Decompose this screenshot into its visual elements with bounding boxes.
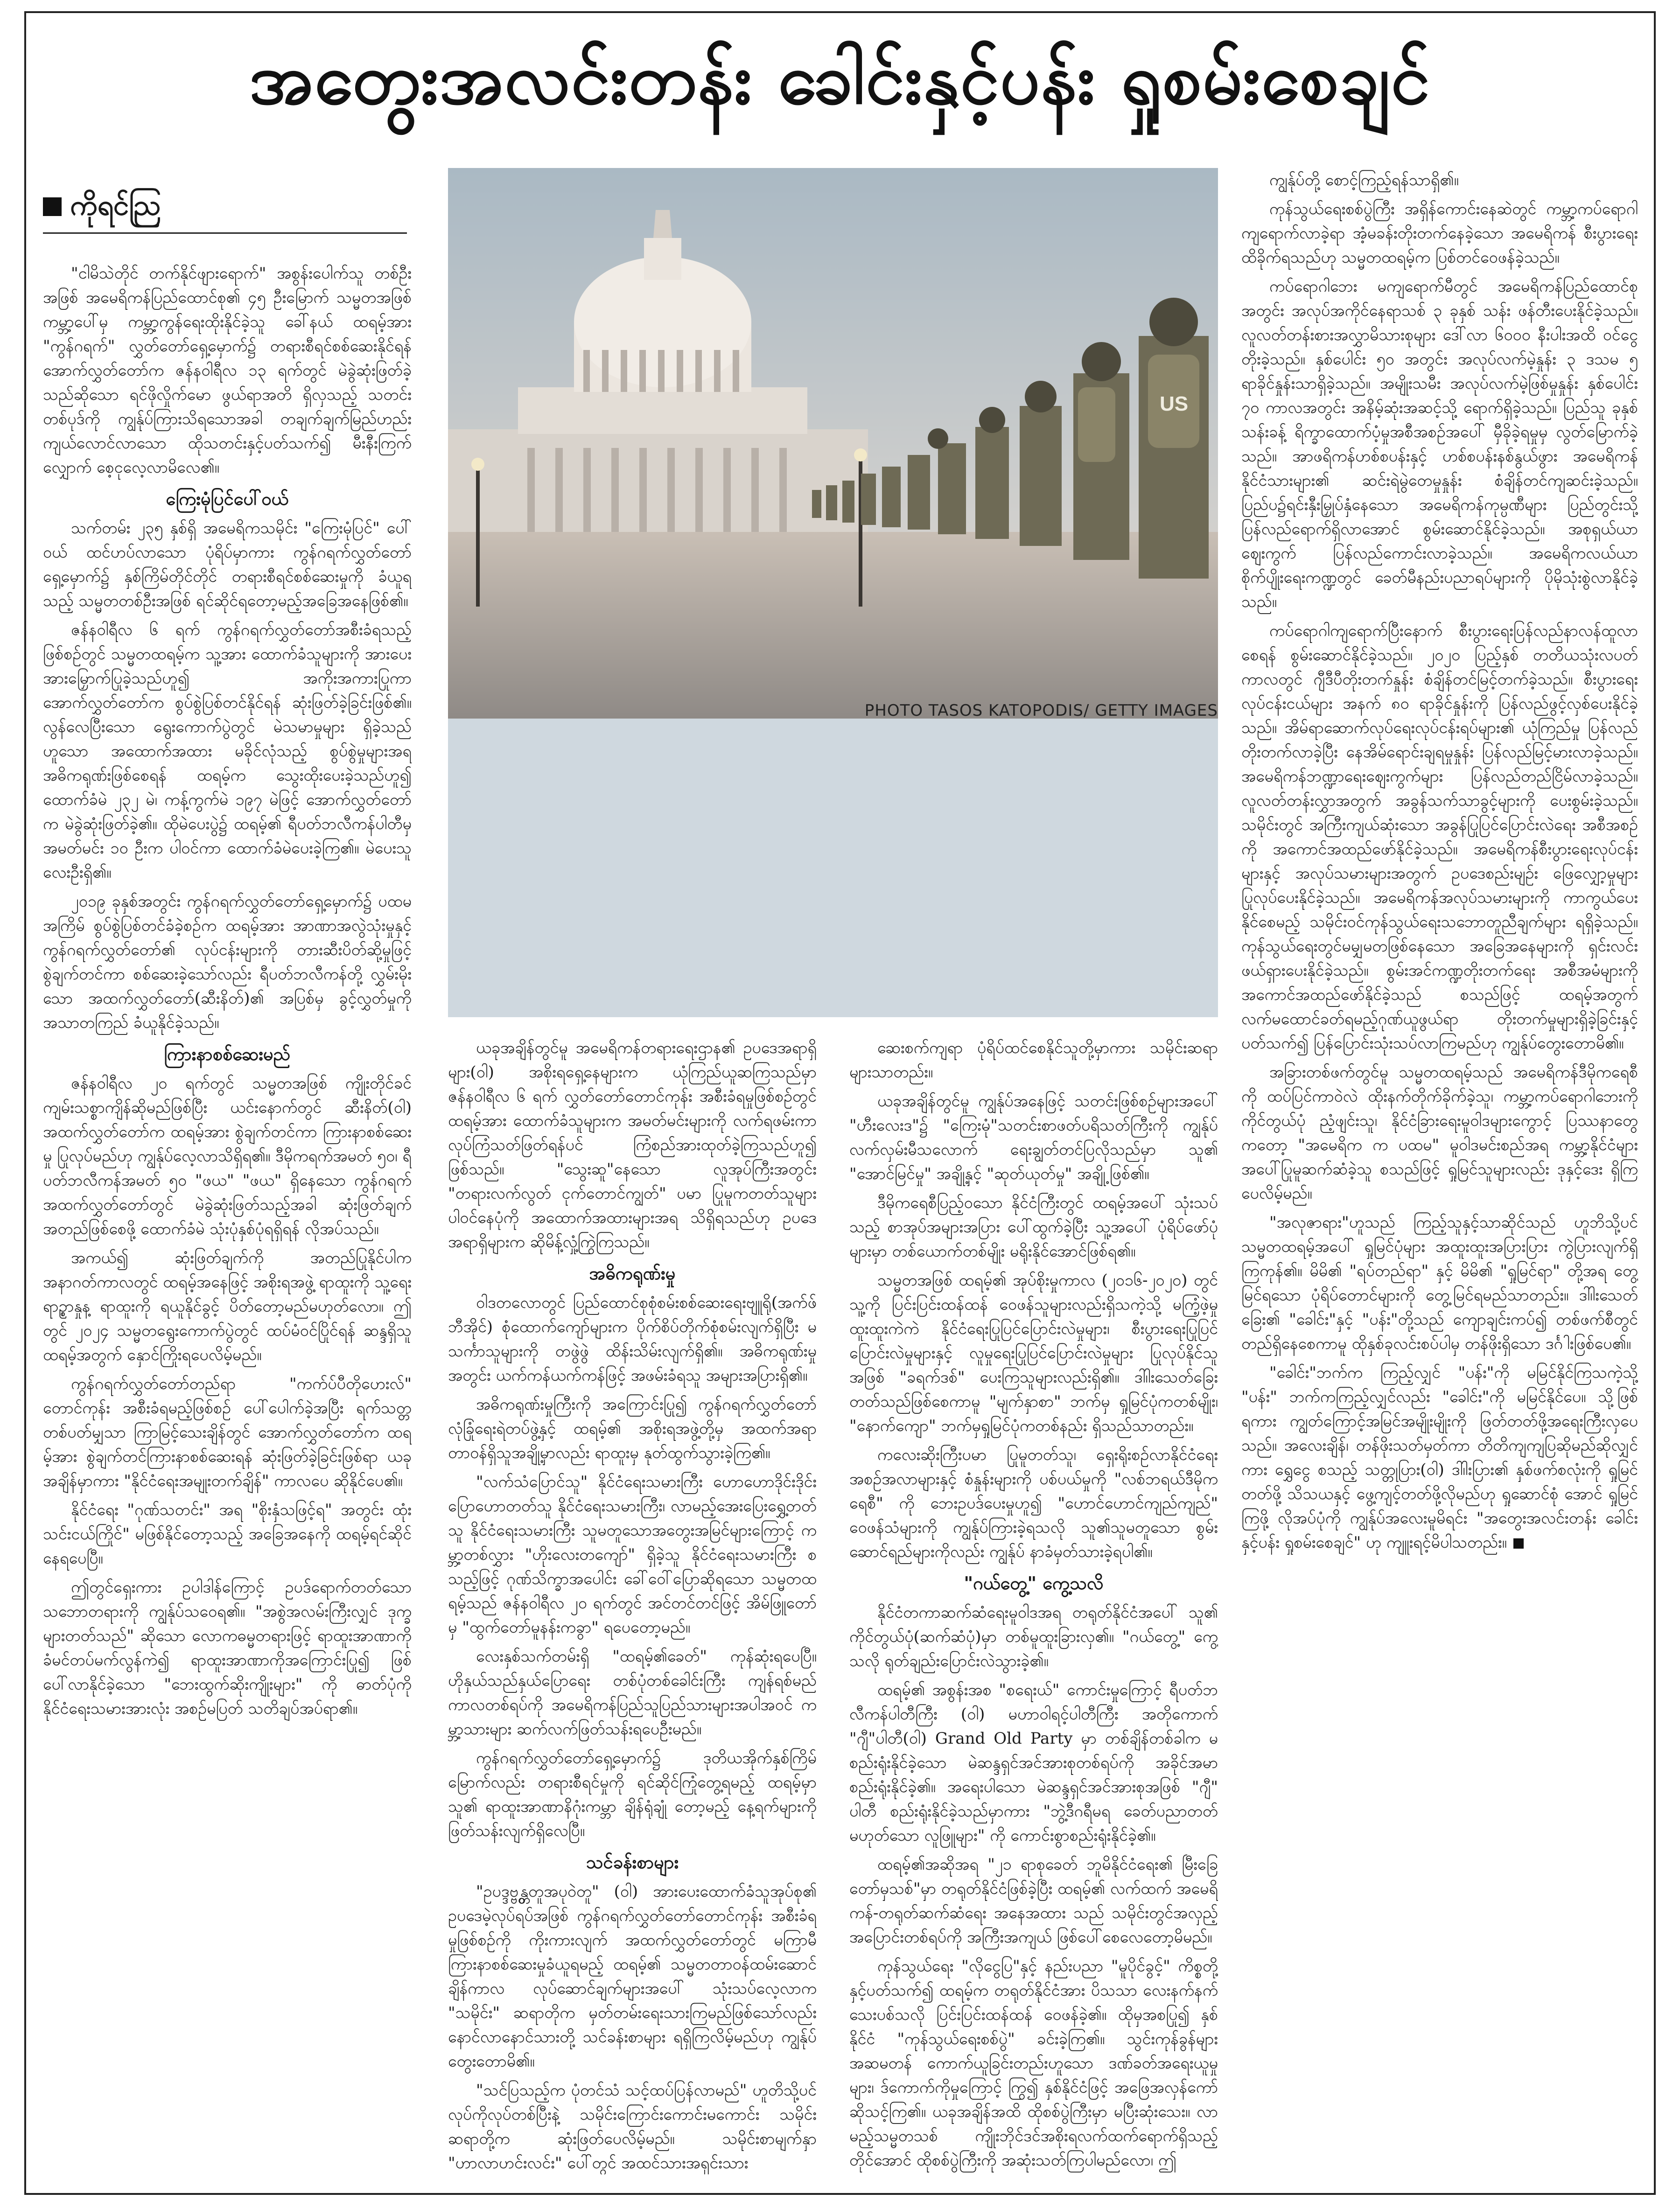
paragraph: ဤတွင်ရှေးကား ဥပါဒါန်ကြောင့် ဥပဒ်ရောက်တတ်သော သဘောတရားကို ကျွန်ုပ်သဝေရ၏။ "အစွဲအလမ်းကြီးလျှင် ဒုက္ခများတတ်သည်" ဆိုသော လောကဓမ္မတရားဖြင့် ရာထူးအာဏာကို ခံမင်တပ်မက်လွန်ကဲ၍ ရာထူးအာဏာကိုအကြောင်းပြု၍ ဖြစ်ပေါ်လာနိုင်ခဲ့သော "ဘေးထွက်ဆိုးကျိုးများ" ကို ဓာတ်ပုံကို နိုင်ငံရေးသမားအားလုံး အစဉ်မပြတ် သတိချပ်အပ်ရာ၏။	[43, 1578, 412, 1718]
section-heading: ကြားနာစစ်ဆေးမည်	[164, 1044, 291, 1064]
paragraph: ဝါဒတလောတွင် ပြည်ထောင်စုစုံစမ်းစစ်ဆေးရေးဗျူရို(အက်ဖ်ဘီအိုင်) စုံထောက်ကျော်များက ပိုက်စိပ်တိုက်စုံစမ်းလျက်ရှိပြီး မသင်္ကာသူများကို တဖွဲဖွဲ ထိန်းသိမ်းလျက်ရှိ၏။ အဓိကရုဏ်းမှုအတွင်း ယက်ကန်ယက်ကန်ဖြင့် အဖမ်းခံရသူ အများအပြားရှိ၏။	[448, 1293, 817, 1385]
paragraph: ဆေးစက်ကျရာ ပုံရိပ်ထင်စေနိုင်သူတို့မှာကား သမိုင်းဆရာများသာတည်း။	[849, 1039, 1218, 1082]
paragraph: ယခုအချိန်တွင်မူ အမေရိကန်တရားရေးဌာန၏ ဥပဒေအရာရှိများ(ဝါ) အစိုးရရှေ့နေများက ယုံကြည်ယူဆကြသည်မှာ ဇန်နဝါရီလ ၆ ရက် လွှတ်တော်တောင်ကုန်း အစီးခံရမှုဖြစ်စဉ်တွင် ထရမ့်အား ထောက်ခံသူများက အမတ်မင်းများကို လက်ရဖမ်းကာ လုပ်ကြံသတ်ဖြတ်ရန်ပင် ကြံစည်အားထုတ်ခဲ့ကြသည်ဟူ၍ ဖြစ်သည်။ "သွေးဆူ"နေသော လူအုပ်ကြီးအတွင်း "တရားလက်လွတ် ငုက်တောင်ကျွတ်" ပမာ ပြုမူကတတ်သူများ ပါဝင်နေပုံကို အထောက်အထားများအရ သိရှိရသည်ဟု ဥပဒေအရာရှိများက ဆိုမိန့်လှုံ့ကြွဲကြသည်။	[448, 1039, 817, 1251]
paragraph: "ခေါင်း"ဘက်က ကြည့်လျှင် "ပန်း"ကို မမြင်နိုင်ကြသကဲ့သို့ "ပန်း" ဘက်ကကြည့်လျှင်လည်း "ခေါင်း"ကို မမြင်နိုင်ပေ။ သို့ဖြစ်ရကား ကျွတ်ကြောင့်အမြင်အမျိုးမျိုးကို ဖြတ်တတ်ဖို့အရေးကြီးလှပေသည်။ အလေးချိန်၊ တန်ဖိုးသတ်မှတ်ကာ တိတိကျကျပြဆိုမည်ဆိုလျှင်ကား ရွှေငွေ စသည့် သတ္တုပြား(ဝါ) ဒါ၊ါးပြား၏ နှစ်ဖက်စလုံးကို ရှုမြင်တတ်ဖို့ သိသယနှင့် ဖွေ့ကျင့်တတ်ဖို့လိုမည်ဟု ရှုဆောင်စုံ အောင် ရှုမြင်ကြဖို့ လိုအပ်ပုံကို ကျွန်ုပ်အလေးမူမိရင်း "အတွေးအလင်းတန်း ခေါင်းနှင့်ပန်း ရှုစမ်းစေချင်" ဟု ကျူးရင့်မိပါသတည်း။	[1241, 1363, 1638, 1552]
paragraph: ကျွန်ုပ်တို့ စောင့်ကြည့်ရန်သာရှိ၏။	[1269, 171, 1459, 189]
paragraph: နိုင်ငံတကာဆက်ဆံရေးမူဝါဒအရ တရုတ်နိုင်ငံအပေါ် သူ၏ ကိုင်တွယ်ပုံ(ဆက်ဆံပုံ)မှာ တစ်မူထူးခြားလှ၏။ "ဂယ်တွေ့" ကွေ့သလို ရုတ်ချည်းပြောင်းလဲသွားခဲ့၏။	[849, 1603, 1218, 1670]
paragraph: "အလုဇာရား"ဟူသည် ကြည့်သူနှင့်သာဆိုင်သည် ဟူဘိသို့ပင် သမ္မတထရမ့်အပေါ် ရှုမြင်ပုံများ အထူးထူးအပြားပြား ကွဲပြားလျက်ရှိကြကုန်၏။ မိမိ၏ "ရပ်တည်ရာ" နှင့် မိမိ၏ "ရှုမြင်ရာ" တို့အရ တွေ့မြင်ရသော ပုံရိပ်တောင်များကို တွေ့မြင်ရမည်သာတည်း။ ဒါ၊ါးသေတ်ခြေး၏ "ခေါင်း"နှင့် "ပန်း"တို့သည် ကျောချင်းကပ်၍ တစ်ဖက်စီတွင် တည်ရှိနေစေကာမူ ထိုနှစ်ခုလင်းစပ်ပါမှ တန်ဖိုးရှိသော ဒင်္ဂါးဖြစ်ပေ၏။	[1241, 1213, 1638, 1353]
paragraph: နိုင်ငံရေး "ဂုဏ်သတင်း" အရ "စိုးနှံသဖြင့်ရ" အတွင်း ထုံးသင်းငယ်ကြိုင်" မဖြစ်နိုင်တော့သည့် အခြေအနေကို ထရမ့်ရင်ဆိုင်နေရပေပြီ။	[43, 1501, 412, 1568]
paragraph: ကုန်သွယ်ရေးစစ်ပွဲကြီး အရှိန်ကောင်းနေဆဲတွင် ကမ္ဘာ့ကပ်ရောဂါ ကျရောက်လာခဲ့ရာ အံ့မခန်းတိုးတက်နေခဲ့သော အမေရိကန် စီးပွားရေးထိခိုက်ရသည်ဟု သမ္မတထရမ့်က ပြစ်တင်ဝေဖန်ခဲ့သည်။	[1241, 200, 1638, 267]
paragraph: ကုန်သွယ်ရေး "လိုငွေပြ"နှင့် နည်းပညာ "မူပိုင်ခွင့်" ကိစ္စတို့နှင့်ပတ်သက်၍ ထရမ့်က တရုတ်နိုင်ငံအား ပိသသာ လေးနက်နက်သေးပစ်သလို ပြင်းပြင်းထန်ထန် ဝေဖန်ခဲ့၏။ ထိုမှအစပြု၍ နှစ်နိုင်ငံ "ကုန်သွယ်ရေးစစ်ပွဲ" ခင်းခဲ့ကြ၏။ သွင်းကုန်ခွန်များ အဆမတန် ကောက်ယူခြင်းတည်းဟူသော ဒဏ်ခတ်အရေးယူမှုများ၊ ဒ်ကောက်ကိုမှုကြောင့် ကြွ၍ နှစ်နိုင်ငံဖြင့် အဖြေအလှန်ကော်ဆိုသင့်ကြ၏။ ယခုအချိန်အထိ ထိုစစ်ပွဲကြီးမှာ မပြီးဆုံးသေး။ လာမည့်သမ္မတသစ် ကျိုးဘိုင်ဒင်အစိုးရလက်ထက်ရောက်ရှိသည့်တိုင်အောင် ထိုစစ်ပွဲကြီးကို အဆုံးသတ်ကြပါမည်လော၊ ဤ	[849, 1957, 1218, 2170]
paragraph: ကပ်ရောဂါဘေး မကျရောက်မီတွင် အမေရိကန်ပြည်ထောင်စုအတွင်း အလုပ်အကိုင်နေရာသစ် ၃ ခုနှစ် သန်း ဖန်တီးပေးနိုင်ခဲ့သည်။ လူလတ်တန်းစားအလွှာမိသားစုများ ဒေါ်လာ ၆၀၀၀ နီးပါးအထိ ဝင်ငွေတိုးခဲ့သည်။ နှစ်ပေါင်း ၅၀ အတွင်း အလုပ်လက်မဲ့နှုန်း ၃ ဒသမ ၅ ရာခိုင်နှုန်းသာရှိခဲ့သည်။ အမျိုးသမီး အလုပ်လက်မဲ့ဖြစ်မှုနှုန်း နှစ်ပေါင်း ၇၀ ကာလအတွင်း အနိမ့်ဆုံးအဆင့်သို့ ရောက်ရှိခဲ့သည်။ ပြည်သူ ခုနှစ်သန်းခန့် ရိက္ခာထောက်ပံ့မှုအစီအစဉ်အပေါ် မှီခိုခဲ့ရမှုမှ လွတ်မြောက်ခဲ့သည်။ အာဖရိကန်ဟစ်စပန်းနှင့် ဟစ်စပန်းနစ်နွယ်ဖွား အမေရိကန်နိုင်ငံသားများ၏ ဆင်းရဲမွဲတေမှုနှုန်း စံချိန်တင်ကျဆင်းခဲ့သည်။ ပြည်ပ၌ရင်းနှီးမြှုပ်နှံနေသော အမေရိကန်ကုမ္ပဏီများ ပြည်တွင်းသို့ ပြန်လည်ရောက်ရှိလာအောင် စွမ်းဆောင်နိုင်ခဲ့သည်။ အစုရှယ်ယာဈေးကွက် ပြန်လည်ကောင်းလာခဲ့သည်။ အမေရိကလယ်ယာစိုက်ပျိုးရေးကဏ္ဍတွင် ခေတ်မီနည်းပညာရပ်များကို ပိုမိုသုံးစွဲလာနိုင်ခဲ့သည်။	[1241, 277, 1638, 611]
paragraph: အခြားတစ်ဖက်တွင်မူ သမ္မတထရမ့်သည် အမေရိကန်ဒီမိုကရေစီကို ထပ်ပြင်ကာဝဲလဲ ထိုးနက်တိုက်ခိုက်ခဲ့သူ၊ ကမ္ဘာ့ကပ်ရောဂါဘေးကို ကိုင်တွယ်ပုံ ညံ့ဖျင်းသူ၊ နိုင်ငံခြားရေးမူဝါဒများကွောင့် ပြဿနာတွေကတော့ "အမေရိက က ပထမ" မူဝါဒမင်းစည်အရ ကမ္ဘာ့နိုင်ငံများအပေါ်ပြုမူဆက်ဆံခဲ့သူ စသည်ဖြင့် ရှုမြင်သူများလည်း ဒုနှင့်ဒေး ရှိကြပေလိမ့်မည်။	[1241, 1063, 1638, 1203]
paragraph: ထရမ့်၏အဆိုအရ "၂၁ ရာစုခေတ် ဘူမိနိုင်ငံရေး၏ မြီးခြေတော်မှသစ်"မှာ တရုတ်နိုင်ငံဖြစ်ခဲ့ပြီး ထရမ့်၏ လက်ထက် အမေရိကန်-တရုတ်ဆက်ဆံရေး အနေအထား သည် သမိုင်းတွင်အလှည့်အပြောင်းတစ်ရပ်ကို အကြီးအကျယ် ဖြစ်ပေါ်စေလေတော့မိမည်။	[849, 1855, 1218, 1947]
paragraph: ကွန်ဂရက်လွှတ်တော်တည်ရာ "ကက်ပ်ပီတိုဟေးလ်" တောင်ကုန်း အစီးခံရမည့်ဖြစ်စဉ် ပေါ်ပေါက်ခဲ့အပြီး ရက်သတ္တတစ်ပတ်မျှသာ ကြာမြင့်သေးချိန်တွင် အောက်လွှတ်တော်က ထရမ့်အား စွဲချက်တင်ကြားနာစစ်ဆေးရန် ဆုံးဖြတ်ခဲ့ခြင်းဖြစ်ရာ ယခုအချိန်မှာကား "နိုင်ငံရေးအမျုးတက်ချိန်" ကာလပေ ဆိုနိုင်ပေ၏။	[43, 1375, 412, 1490]
paragraph: "လက်သံပြောင်သူ" နိုင်ငံရေးသမားကြီး ဟောဟောဒိုင်းဒိုင်းပြောဟောတတ်သူ နိုင်ငံရေးသမားကြီး၊ လာမည့်အေးပြေးရွှေ့တတ်သူ နိုင်ငံရေးသမားကြီး သူမတူသောအတွေးအမြင်များကြောင့် ကမ္ဘာ့တစ်လွှား "ဟိုးလေးတကျော်" ရှိခဲ့သူ နိုင်ငံရေးသမားကြီး စသည့်ဖြင့် ဂုဏ်သိက္ခာအပေါင်း ခေါ်ဝေါ်ပြောဆိုရသော သမ္မတထရမ့်သည် ဇန်နဝါရီလ ၂၀ ရက်တွင် အင်တင်တင်ဖြင့် အိမ်ဖြူတော်မှ "ထွက်တော်မူနန်းကခွာ" ရပေတော့မည်။	[448, 1473, 817, 1637]
byline-author: ကိုရင်ညြ	[70, 189, 161, 222]
capitol-soldiers-photo-icon	[448, 168, 1218, 719]
paragraph: သက်တမ်း ၂၃၅ နှစ်ရှိ အမေရိကသမိုင်း "ကြေးမုံပြင်" ပေါ်ဝယ် ထင်ဟပ်လာသော ပုံရိပ်မှာကား ကွန်ဂရက်လွှတ်တော်ရှေ့မှောက်၌ နှစ်ကြိမ်တိုင်တိုင် တရားစီရင်စစ်ဆေးမှုကို ခံယူရသည့် သမ္မတတစ်ဦးအဖြစ် ရင်ဆိုင်ရတော့မည့်အခြေအနေဖြစ်၏။	[43, 519, 412, 610]
paragraph: ဒီမိုကရေစီပြည့်ဝသော နိုင်ငံကြီးတွင် ထရမ့်အပေါ် သုံးသပ်သည့် စာအုပ်အများအပြား ပေါ်ထွက်ခဲ့ပြီး သူ့အပေါ် ပုံရိပ်ဖော်ပုံများမှာ တစ်ယောက်တစ်မျိုး မရိုးနိုင်အောင်ဖြစ်ရ၏။	[849, 1194, 1218, 1261]
paragraph: ယခုအချိန်တွင်မူ ကျွန်ုပ်အနေဖြင့် သတင်းဖြစ်စဉ်များအပေါ် "ဟီးလေးဒ"၌ "ကြေးမုံ"သတင်းစာဖတ်ပရိသတ်ကြီးကို ကျွန်ုပ်လက်လှမ်းမီသလောက် ရေးချွတ်တင်ပြလိုသည်မှာ သူ၏ "အောင်မြင်မှု" အချို့နှင့် "ဆုတ်ယုတ်မှု" အချို့ဖြစ်၏။	[849, 1092, 1218, 1183]
paragraph: ကပ်ရောဂါကျရောက်ပြီးနောက် စီးပွားရေးပြန်လည်နာလန်ထူလာစေရန် စွမ်းဆောင်နိုင်ခဲ့သည်။ ၂၀၂၀ ပြည့်နှစ် တတိယသုံးလပတ်ကာလတွင် ဂျီဒီပီတိုးတက်နှုန်း စံချိန်တင်မြင့်တက်ခဲ့သည်။ စီးပွားရေးလုပ်ငန်းငယ်များ အနက် ၈၀ ရာခိုင်နှုန်းကို ပြန်လည်ဖွင့်လှစ်ပေးနိုင်ခဲ့သည်။ အိမ်ရာဆောက်လုပ်ရေးလုပ်ငန်းရပ်များ၏ ယုံကြည်မှု ပြန်လည်တိုးတက်လာခဲ့ပြီး နေအိမ်ရောင်းချရမှုနှုန်း ပြန်လည်မြင့်မားလာခဲ့သည်။ အမေရိကန်ဘဏ္ဍာရေးဈေးကွက်များ ပြန်လည်တည်ငြိမ်လာခဲ့သည်။ လူလတ်တန်းလွှာအတွက် အခွန်သက်သာခွင့်များကို ပေးစွမ်းခဲ့သည်။ သမိုင်းတွင် အကြီးကျယ်ဆုံးသော အခွန်ပြုပြင်ပြောင်းလဲရေး အစီအစဉ်ကို အကောင်အထည်ဖော်နိုင်ခဲ့သည်။ အမေရိကန်စီးပွားရေးလုပ်ငန်းများနှင့် အလုပ်သမားများအတွက် ဥပဒေစည်းမျဉ်း ဖြေလျှော့မှုများ ပြုလုပ်ပေးနိုင်ခဲ့သည်။ အမေရိကန်အလုပ်သမားများကို ကာကွယ်ပေးနိုင်စေမည့် သမိုင်းဝင်ကုန်သွယ်ရေးသဘောတူညီချက်များ ရရှိခဲ့သည်။ ကုန်သွယ်ရေးတွင်မမျှမတဖြစ်နေသော အခြေအနေများကို ရှင်းလင်းဖယ်ရှားပေးနိုင်ခဲ့သည်။ စွမ်းအင်ကဏ္ဍတိုးတက်ရေး အစီအမံများကို အကောင်အထည်ဖော်နိုင်ခဲ့သည် စသည်ဖြင့် ထရမ့်အတွက် လက်မထောင်ခတ်ရမည့်ဂုဏ်ယူဖွယ်ရာ တိုးတက်မှုများရှိခဲ့ခြင်းနှင့် ပတ်သက်၍ ပြန်ပြောင်းသုံးသပ်လာကြမည်ဟု ကျွန်ုပ်တွေးတောမိ၏။	[1241, 622, 1638, 1053]
paragraph: ၂၀၁၉ ခုနှစ်အတွင်း ကွန်ဂရက်လွှတ်တော်ရှေ့မှောက်၌ ပထမအကြိမ် စွပ်စွဲပြစ်တင်ခံခဲ့စဉ်က ထရမ့်အား အာဏာအလွဲသုံးမှုနှင့် ကွန်ဂရက်လွှတ်တော်၏ လုပ်ငန်းများကို တားဆီးပိတ်ဆို့မှုဖြင့် စွဲချက်တင်ကာ စစ်ဆေးခဲ့သော်လည်း ရီပတ်ဘလီကန်တို့ လွှမ်းမိုးသော အထက်လွှတ်တော်(ဆီးနိတ်)၏ အပြစ်မှ ခွင့်လွှတ်မှုကို အသာတကြည် ခံယူနိုင်ခဲ့သည်။	[43, 892, 412, 1032]
paragraph: ဇန်နဝါရီလ ၂၀ ရက်တွင် သမ္မတအဖြစ် ကျိုးတိုင်ခင်ကျမ်းသစ္စာကျိန်ဆိုမည်ဖြစ်ပြီး ယင်းနောက်တွင် ဆီးနိတ်(ဝါ) အထက်လွှတ်တော်က ထရမ့်အား စွဲချက်တင်ကာ ကြားနာစစ်ဆေးမှု ပြုလုပ်မည်ဟု ကျွန်ုပ်လေ့လာသိရှိရ၏။ ဒီမိုကရက်အမတ် ၅၀၊ ရီပတ်ဘလီကန်အမတ် ၅၀ "ဖယ" "ဖယ" ရှိနေသော ကွန်ဂရက်အထက်လွှတ်တော်တွင် မဲခွဲဆုံးဖြတ်သည့်အခါ ဆုံးဖြတ်ချက်အတည်ဖြစ်စေဖို့ ထောက်ခံမဲ သုံးပုံနှစ်ပုံရရှိရန် လိုအပ်သည်။	[43, 1074, 412, 1238]
column-3	[849, 1036, 1218, 2174]
paragraph: "သင်ပြသည့်က ပုံတင်သံ သင့်ထပ်ပြန်လာမည်" ဟူတိသို့ပင် လုပ်ကိုလုပ်တစ်ပြီးနဲ့ သမိုင်းကြောင်းကောင်းမကောင်း သမိုင်းဆရာတို့က ဆုံးဖြတ်ပေလိမ့်မည်။ သမိုင်းစာမျက်နှာ "ဟာလာဟင်းလင်း" ပေါ်တွင် အထင်သားအရှင်းသား	[448, 2081, 817, 2172]
column-2	[448, 1036, 817, 2174]
paragraph: ကွန်ဂရက်လွှတ်တော်ရှေ့မှောက်၌ ဒုတိယအိုက်နှစ်ကြိမ်မြောက်လည်း တရားစီရင်မှုကို ရင်ဆိုင်ကြုံတွေ့ရမည့် ထရမ့်မှာ သူ၏ ရာထူးအာဏာနိဂုံးကမ္ဘာ ချိန်ရုံချုံ တော့မည့် နေ့ရက်များကို ဖြတ်သန်းလျက်ရှိလေပြီ။	[448, 1749, 817, 1840]
section-heading: သင်ခန်းစာများ	[586, 1852, 679, 1872]
backpack-label: US	[1160, 392, 1189, 415]
column-1	[43, 261, 412, 2174]
paragraph: ကလေးဆိုးကြီးပမာ ပြုမူတတ်သူ၊ ရှေးရိုးစဉ်လာနိုင်ငံရေးအစဉ်အလာများနှင့် စံနှုန်းများကို ပစ်ပယ်မှုကို "လစ်ဘရယ်ဒီမိုကရေစီ" ကို ဘေးဥပဒ်ပေးမှုဟူ၍ "ဟောင်ဟောင်ကျည်ကျည်" ဝေဖန်သံများကို ကျွန်ုပ်ကြားခဲ့ရသလို သူ၏သူမတူသော စွမ်းဆောင်ရည်များကိုလည်း ကျွန်ုပ် နာခံမှတ်သားခဲ့ရပါ၏။	[849, 1446, 1218, 1561]
article-photo	[448, 168, 1218, 1017]
byline	[43, 187, 407, 234]
paragraph: အကယ်၍ ဆုံးဖြတ်ချက်ကို အတည်ပြုနိုင်ပါက အနာဂတ်ကာလတွင် ထရမ့်အနေဖြင့် အစိုးရအဖွဲ့ ရာထူးကို သူ့ရေးရာဥ္စာနှုန့ ရာထူးကို ရယူနိုင်ခွင့် ပိတ်တော့မည်မဟုတ်လော။ ဤတွင် ၂၀၂၄ သမ္မတရွေးကောက်ပွဲတွင် ထပ်မံဝင်ပြိုင်ရန် ဆန္ဒရှိသူထရမ့်အတွက် နှောင်ကြိုးရပေလိမ့်မည်။	[43, 1249, 412, 1364]
column-4	[1241, 168, 1638, 2174]
section-heading: "ဂယ်တွေ့" ကွေ့သလိ	[964, 1573, 1104, 1593]
paragraph: "ငါမိသဲတိုင် တက်နိုင်ဖျားရောက်" အစွန်းပေါက်သူ တစ်ဦးအဖြစ် အမေရိကန်ပြည်ထောင်စု၏ ၄၅ ဦးမြောက် သမ္မတအဖြစ် ကမ္ဘာ့ပေါ်မှ ကမ္ဘာ့ကွန်ရေးထိုးနိုင်ခဲ့သူ ခေါ်နယ် ထရမ့်အား "ကွန်ဂရက်" လွှတ်တော်ရှေ့မှောက်၌ တရားစီရင်စစ်ဆေးနိုင်ရန် အောက်လွှတ်တော်က ဇန်နဝါရီလ ၁၃ ရက်တွင် မဲခွဲဆုံးဖြတ်ခဲ့သည်ဆိုသော ရင်ဖိုလှိုက်မော ဖွယ်ရာအတိ ရှိလှသည့် သတင်းတစ်ပုဒ်ကို ကျွန်ုပ်ကြားသိရသောအခါ တချက်ချက်မြည်ဟည်းကျယ်လောင်လာသော ထိုသတင်းနှင့်ပတ်သက်၍ မီးနီးကြက်လျှောက် စေ့ငုလေ့လာမိလေ၏။	[43, 264, 412, 477]
paragraph: ထရမ့်၏ အစွန်းအစ "စရေးယ်" ကောင်းမှုကြောင့် ရီပတ်ဘလီကန်ပါတီကြီး (ဝါ) မဟာဝါရင့်ပါတီကြီး အတိုကောက် "ဂျီ"ပါတီ(ဝါ) Grand Old Party မှာ တစ်ချိန်တစ်ခါက မစည်းရုံးနိုင်ခဲ့သော မဲဆန္ဒရှင်အင်အားစုတစ်ရပ်ကို အခိုင်အမာစည်းရုံးနိုင်ခဲ့၏။ အရေးပါသော မဲဆန္ဒရှင်အင်အားစုအဖြစ် "ဂျီ" ပါတီ စည်းရုံးနိုင်ခဲ့သည်မှာကား "ဘွဲ့ဒီဂရီမရ ခေတ်ပညာတတ်မဟုတ်သော လူဖြူများ" ကို ကောင်းစွာစည်းရုံးနိုင်ခဲ့၏။	[849, 1681, 1218, 1845]
paragraph: အဓိကရုဏ်းမှုကြီးကို အကြောင်းပြု၍ ကွန်ဂရက်လွှတ်တော်လုံခြုံရေးရဲတပ်ဖွဲ့နှင့် ထရမ့်၏ အစိုးရအဖွဲ့တို့မှ အထက်အရာတာဝန်ရှိသူအချို့မှာလည်း ရာထူးမှ နုတ်ထွက်သွားခဲ့ကြ၏။	[448, 1395, 817, 1462]
end-mark-icon	[1513, 1538, 1524, 1549]
paragraph: သမ္မတအဖြစ် ထရမ့်၏ အုပ်စိုးမှုကာလ (၂၀၁၆-၂၀၂၀) တွင် သူ့ကို ပြင်းပြင်းထန်ထန် ဝေဖန်သူများလည်းရှိသကဲ့သို့ မကြံ့ဖဲ့မှု ထူးထူးကဲကဲ နိုင်ငံရေးပြုပြင်ပြောင်းလဲမှုများ၊ စီးပွားရေးပြုပြင်ပြောင်းလဲမှုများနှင့် လူမှုရေးပြုပြင်ပြောင်းလဲမှုများ ပြုလုပ်နိုင်သူအဖြစ် "ခရက်ဒစ်" ပေးကြသူများလည်းရှိ၏။ ဒါ၊ါးသေတ်ခြေးတတ်သည်ဖြစ်စေကာမူ "မျက်နှာစာ" ဘက်မှ ရှုမြင်ပုံကတစ်မျိုး၊ "နောက်ကျော" ဘက်မှရှုမြင်ပုံကတစ်နည်း ရှိသည်သာတည်း။	[849, 1271, 1218, 1435]
photo-credit: PHOTO TASOS KATOPODIS/ GETTY IMAGES	[864, 701, 1218, 720]
paragraph: ဇန်နဝါရီလ ၆ ရက် ကွန်ဂရက်လွှတ်တော်အစီးခံရသည့်ဖြစ်စဉ်တွင် သမ္မတထရမ့်က သူ့အား ထောက်ခံသူများကို အားပေးအားမြှောက်ပြုခဲ့သည်ဟူ၍ အကိုးအကားပြုကာ အောက်လွှတ်တော်က စွပ်စွဲပြစ်တင်နိုင်ရန် ဆုံးဖြတ်ခဲ့ခြင်းဖြစ်၏။ လွန်လေပြီးသော ရွေးကောက်ပွဲတွင် မဲသမာမှုများ ရှိခဲ့သည်ဟူသော အထောက်အထား မခိုင်လုံသည့် စွပ်စွဲမှုများအရ အဓိကရုဏ်းဖြစ်စေရန် ထရမ့်က သွေးထိုးပေးခဲ့သည်ဟူ၍ ထောက်ခံမဲ ၂၃၂ မဲ၊ ကန့်ကွက်မဲ ၁၉၇ မဲဖြင့် အောက်လွှတ်တော်က မဲခွဲဆုံးဖြတ်ခဲ့၏။ ထိုမဲပေးပွဲ၌ ထရမ့်၏ ရီပတ်ဘလီကန်ပါတီမှ အမတ်မင်း ၁၀ ဦးက ပါဝင်ကာ ထောက်ခံမဲပေးခဲ့ကြ၏။ မဲပေးသူလေးဦးရှိ၏။	[43, 621, 412, 882]
article-headline: အတွေးအလင်းတန်း ခေါင်းနှင့်ပန်း ရှုစမ်းစေချင်	[249, 39, 1431, 120]
paragraph: "ဥပဒ္ဒဗ္ဗွန္တတူအပုဝဲတူ" (ဝါ) အားပေးထောက်ခံသူအုပ်စု၏ ဥပဒေမဲ့လုပ်ရပ်အဖြစ် ကွန်ဂရက်လွှတ်တော်တောင်ကုန်း အစီးခံရမှုဖြစ်စဉ်ကို ကိုးကားလျက် အထက်လွှတ်တော်တွင် မကြာမီ ကြားနာစစ်ဆေးမှုခံယူရမည့် ထရမ့်၏ သမ္မတတာဝန်ထမ်းဆောင်ချိန်ကာလ လုပ်ဆောင်ချက်များအပေါ် သုံးသပ်လေ့လာက "သမိုင်း" ဆရာတိုက မှတ်တမ်းရေးသားကြမည်ဖြစ်သော်လည်း နောင်လာနောင်သားတို့ သင်ခန်းစာများ ရရှိကြလိမ့်မည်ဟု ကျွန်ုပ်တွေးတောမိ၏။	[448, 1882, 817, 2071]
byline-square-icon	[43, 197, 62, 216]
section-heading: အဓိကရုဏ်းမှု	[589, 1263, 676, 1284]
section-heading: ကြေးမုံပြင်ပေါ်ဝယ်	[166, 489, 289, 509]
paragraph: လေးနှစ်သက်တမ်းရှိ "ထရမ့်၏ခေတ်" ကုန်ဆုံးရပေပြီ။ ဟိုနှယ်သည်နှယ်ပြောရေး တစ်ပုံတစ်ခေါင်းကြီး ကျန်ရစ်မည် ကာလတစ်ရပ်ကို အမေရိကန်ပြည်သူပြည်သားများအပါအဝင် ကမ္ဘာ့သားများ ဆက်လက်ဖြတ်သန်းရပေဦးမည်။	[448, 1647, 817, 1739]
